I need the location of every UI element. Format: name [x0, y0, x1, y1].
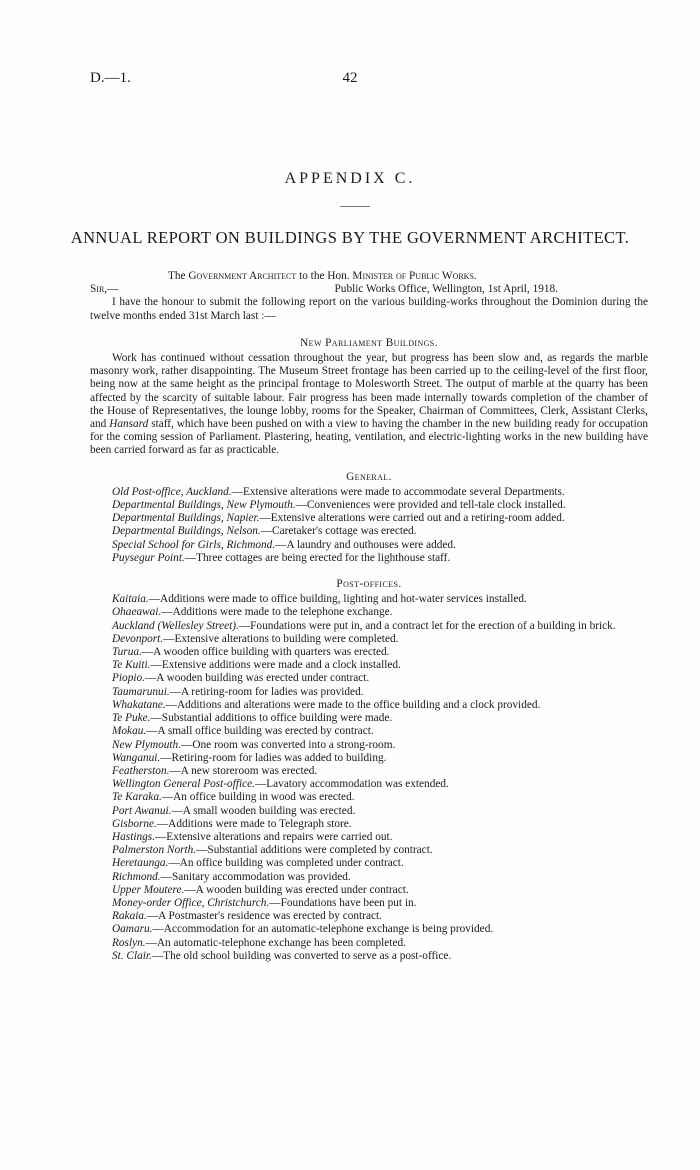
item-text: —Extensive additions were made and a clock installed.	[150, 659, 401, 672]
list-item	[90, 593, 648, 606]
list-item	[90, 525, 648, 538]
section-heading-post-offices: Post-offices.	[336, 578, 402, 591]
report-body	[90, 270, 648, 963]
item-place: Auckland (Wellesley Street).	[112, 619, 239, 632]
address-to: Minister of Public Works	[352, 270, 474, 282]
item-place: Piopio.	[112, 672, 145, 685]
report-title: ANNUAL REPORT ON BUILDINGS BY THE GOVERNMENT ARCHITECT.	[70, 228, 630, 247]
item-text: —Extensive alterations were carried out and a retiring-room added.	[259, 512, 565, 525]
list-item	[90, 791, 648, 804]
item-place: Taumarunui.	[112, 685, 170, 698]
list-item	[90, 857, 648, 870]
list-item	[90, 871, 648, 884]
intro-paragraph: I have the honour to submit the following report on the various building-works throughout the Dominion during the twelve months ended 31st March last :—	[90, 296, 648, 322]
item-text: —Extensive alterations to building were completed.	[163, 632, 399, 645]
list-item	[90, 765, 648, 778]
item-text: —Accommodation for an automatic-telephone exchange is being provided.	[152, 923, 494, 936]
page-number: 42	[342, 70, 358, 86]
salutation: Sir,—	[90, 283, 119, 296]
item-text: —A laundry and outhouses were added.	[275, 538, 456, 551]
item-text: —A wooden building was erected under contract.	[184, 883, 409, 896]
list-item	[90, 752, 648, 765]
document-reference: D.—1.	[90, 70, 131, 86]
item-place: Wanganui.	[112, 751, 161, 764]
post-office-list	[90, 593, 648, 963]
list-item	[90, 897, 648, 910]
item-place: St. Clair.	[112, 949, 152, 962]
list-item	[90, 818, 648, 831]
item-place: Richmond.	[112, 870, 161, 883]
salutation-line	[90, 283, 648, 296]
item-place: Heretaunga.	[112, 857, 169, 870]
item-text: —Additions were made to the telephone exchange.	[161, 606, 393, 619]
list-item	[90, 699, 648, 712]
item-text: —Additions were made to Telegraph store.	[156, 817, 352, 830]
list-item	[90, 686, 648, 699]
item-place: Te Kuiti.	[112, 659, 151, 672]
item-text: —Substantial additions were completed by contract.	[196, 844, 433, 857]
title-divider	[340, 206, 370, 207]
item-place: Mokau.	[112, 725, 147, 738]
office-date: Public Works Office, Wellington, 1st April, 1918.	[334, 283, 558, 296]
item-text: —Substantial additions to office building were made.	[150, 712, 393, 725]
list-item	[90, 606, 648, 619]
item-text: —An office building in wood was erected.	[161, 791, 355, 804]
item-place: Departmental Buildings, Napier.	[112, 512, 260, 525]
list-item	[90, 844, 648, 857]
address-line: The Government Architect to the Hon. Minister of Public Works.	[168, 270, 477, 282]
item-text: —A new storeroom was erected.	[169, 764, 318, 777]
item-text: —Foundations have been put in.	[269, 896, 417, 909]
list-item	[90, 910, 648, 923]
list-item	[90, 646, 648, 659]
item-place: Whakatane.	[112, 698, 166, 711]
item-place: Te Karaka.	[112, 791, 162, 804]
list-item	[90, 659, 648, 672]
item-text: —Conveniences were provided and tell-tale clock installed.	[295, 499, 566, 512]
item-text: —A retiring-room for ladies was provided.	[169, 685, 364, 698]
item-place: Hastings.	[112, 830, 155, 843]
item-text: —Foundations were put in, and a contract let for the erection of a building in brick.	[238, 619, 616, 632]
item-text: —One room was converted into a strong-room.	[181, 738, 396, 751]
list-item	[90, 950, 648, 963]
address-from: Government Architect	[188, 270, 297, 282]
list-item	[90, 672, 648, 685]
item-place: Departmental Buildings, Nelson.	[112, 525, 261, 538]
list-item	[90, 937, 648, 950]
list-item	[90, 725, 648, 738]
item-text: —Sanitary accommodation was provided.	[160, 870, 351, 883]
list-item	[90, 633, 648, 646]
item-text: —The old school building was converted to serve as a post-office.	[151, 949, 452, 962]
item-place: Palmerston North.	[112, 844, 197, 857]
item-text: —A Postmaster's residence was erected by contract.	[146, 910, 382, 923]
general-list	[90, 486, 648, 565]
item-place: Featherston.	[112, 764, 170, 777]
section-heading-parliament: New Parliament Buildings.	[300, 336, 438, 349]
list-item	[90, 499, 648, 512]
item-place: Kaitaia.	[112, 593, 149, 606]
item-place: Upper Moutere.	[112, 883, 185, 896]
item-place: Turua.	[112, 646, 142, 659]
item-place: Ohaeawai.	[112, 606, 162, 619]
item-place: Devonport.	[112, 632, 164, 645]
item-text: —Three cottages are being erected for the lighthouse staff.	[184, 551, 451, 564]
list-item	[90, 739, 648, 752]
item-text: —A wooden office building with quarters was erected.	[141, 646, 390, 659]
item-place: Rakaia.	[112, 910, 147, 923]
item-text: —A wooden building was erected under contract.	[144, 672, 370, 685]
list-item	[90, 486, 648, 499]
item-place: Puysegur Point.	[112, 551, 185, 564]
item-text: —Extensive alterations and repairs were carried out.	[155, 830, 393, 843]
item-place: Oamaru.	[112, 923, 153, 936]
list-item	[90, 620, 648, 633]
list-item	[90, 884, 648, 897]
item-text: —Caretaker's cottage was erected.	[260, 525, 417, 538]
item-place: Wellington General Post-office.	[112, 778, 255, 791]
list-item	[90, 831, 648, 844]
item-text: —A small office building was erected by contract.	[146, 725, 374, 738]
item-place: Gisborne.	[112, 817, 157, 830]
list-item	[90, 539, 648, 552]
item-text: —An office building was completed under contract.	[168, 857, 404, 870]
item-place: Old Post-office, Auckland.	[112, 485, 232, 498]
item-text: —Lavatory accommodation was extended.	[254, 778, 449, 791]
item-place: Roslyn.	[112, 936, 146, 949]
item-place: Departmental Buildings, New Plymouth.	[112, 499, 296, 512]
list-item	[90, 805, 648, 818]
list-item	[90, 778, 648, 791]
item-text: —A small wooden building was erected.	[171, 804, 356, 817]
item-text: —Additions were made to office building, lighting and hot-water services installed.	[148, 593, 527, 606]
appendix-title: APPENDIX C.	[284, 170, 416, 187]
list-item	[90, 712, 648, 725]
list-item	[90, 512, 648, 525]
item-text: —Retiring-room for ladies was added to building.	[160, 751, 387, 764]
list-item	[90, 552, 648, 565]
item-place: Port Awanui.	[112, 804, 172, 817]
list-item	[90, 923, 648, 936]
item-place: Te Puke.	[112, 712, 151, 725]
section-heading-general: General.	[346, 470, 392, 483]
item-text: —Additions and alterations were made to the office building and a clock provided.	[165, 698, 541, 711]
item-place: New Plymouth.	[112, 738, 182, 751]
item-place: Special School for Girls, Richmond.	[112, 538, 276, 551]
item-place: Money-order Office, Christchurch.	[112, 896, 270, 909]
parliament-paragraph: Work has continued without cessation throughout the year, but progress has been slow and, as regards the marble masonry work, rather disappointing. The Museum Street frontage has been carried up to the ceiling-level of the first floor, being now at the same height as the principal frontage to Molesworth Street. The output of marble at the quarry has been affected by the scarcity of suitable labour. Fair progress has been made internally towards completion of the chamber of the House of Representatives, the lounge lobby, rooms for the Speaker, Chairman of Committees, Clerk, Assistant Clerks, and Hansard staff, which have been pushed on with a view to having the chamber in the new building ready for occupation for the coming session of Parliament. Plastering, heating, ventilation, and electric-lighting works in the new building have been carried forward as far as practicable.	[90, 352, 649, 457]
item-text: —Extensive alterations were made to accommodate several Departments.	[231, 485, 565, 498]
item-text: —An automatic-telephone exchange has been completed.	[145, 936, 406, 949]
